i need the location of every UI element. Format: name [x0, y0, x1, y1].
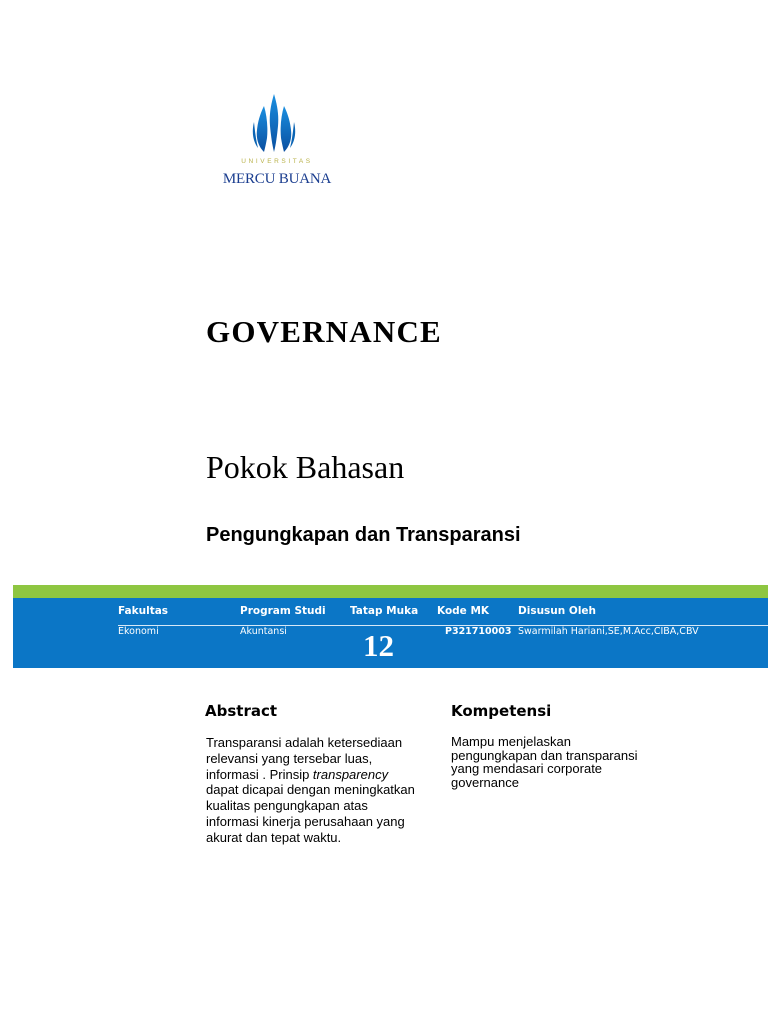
abstract-line: informasi kinerja perusahaan yang	[206, 813, 405, 829]
kompetensi-heading: Kompetensi	[451, 702, 552, 720]
course-info-band	[13, 598, 768, 668]
header-tatap-muka: Tatap Muka	[350, 605, 419, 617]
flame-emblem-icon	[250, 92, 298, 156]
green-stripe	[13, 585, 768, 598]
kompetensi-body	[451, 735, 637, 789]
topic-title: Pengungkapan dan Transparansi	[206, 524, 521, 546]
abstract-line: kualitas pengungkapan atas	[206, 798, 368, 814]
abstract-line: relevansi yang tersebar luas,	[206, 750, 373, 766]
university-logo	[206, 88, 342, 198]
kompetensi-line: yang mendasari corporate	[451, 761, 603, 776]
header-disusun-oleh: Disusun Oleh	[518, 605, 597, 617]
abstract-line: Transparansi adalah ketersediaan	[206, 735, 403, 750]
header-fakultas: Fakultas	[118, 605, 169, 617]
abstract-line: dapat dicapai dengan meningkatkan	[206, 782, 415, 798]
abstract-term-transparency: transparency	[312, 766, 389, 782]
university-name: MERCU BUANA	[222, 171, 332, 187]
abstract-body	[206, 735, 415, 846]
abstract-text: informasi . Prinsip	[206, 766, 313, 782]
kompetensi-line: governance	[451, 774, 519, 790]
value-fakultas: Ekonomi	[118, 626, 159, 637]
value-kode-mk: P321710003	[445, 626, 512, 637]
document-title: GOVERNANCE	[206, 314, 442, 349]
header-kode-mk: Kode MK	[437, 605, 490, 617]
header-program-studi: Program Studi	[240, 605, 326, 617]
value-disusun-oleh: Swarmilah Hariani,SE,M.Acc,CIBA,CBV	[518, 626, 699, 637]
abstract-line: akurat dan tepat waktu.	[206, 829, 342, 845]
abstract-heading: Abstract	[205, 702, 278, 720]
value-tatap-muka: 12	[363, 628, 394, 663]
university-label: UNIVERSITAS	[241, 158, 313, 165]
section-heading: Pokok Bahasan	[206, 449, 405, 485]
abstract-line	[206, 767, 415, 783]
kompetensi-line: pengungkapan dan transparansi	[451, 747, 638, 763]
kompetensi-line: Mampu menjelaskan	[451, 734, 571, 749]
value-program-studi: Akuntansi	[240, 626, 287, 637]
